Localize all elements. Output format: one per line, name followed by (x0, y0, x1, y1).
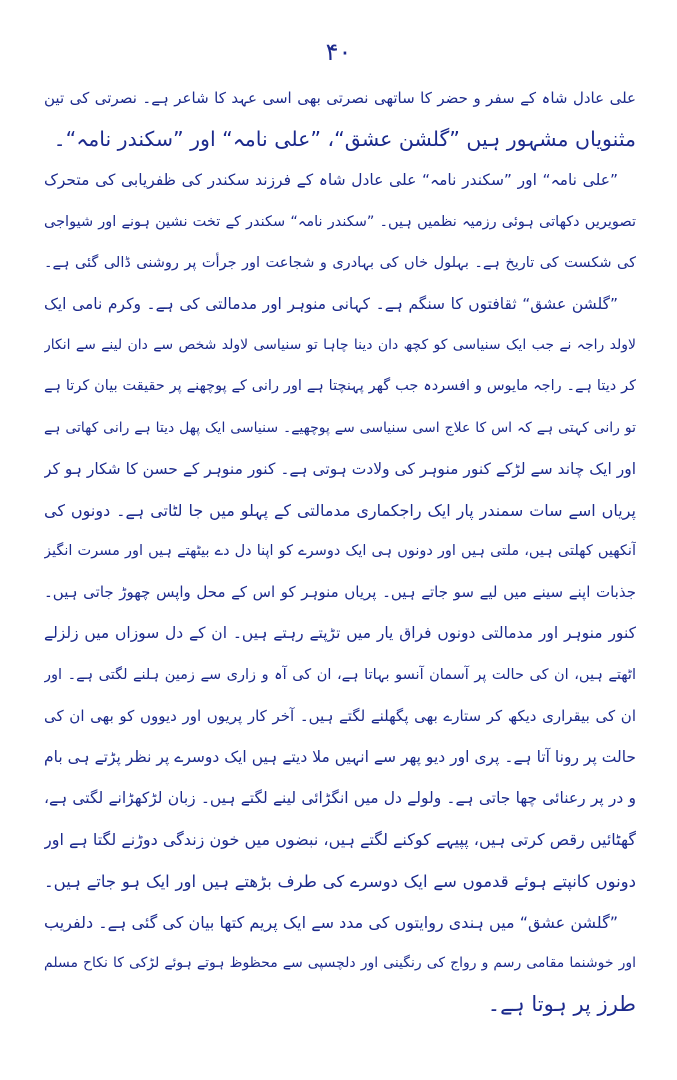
text-line: حالت پر رونا آتا ہے۔ پری اور دیو پھر سے انہیں ملا دیتے ہیں ایک دوسرے پر نظر پڑتے ہی بام (44, 748, 636, 766)
text-line: پریاں اسے سات سمندر پار ایک راجکماری مدمالتی کے پہلو میں جا لٹاتی ہے۔ دونوں کی (44, 500, 636, 520)
text-line: ”گلشن عشق“ ثقافتوں کا سنگم ہے۔ کہانی منوہر اور مدمالتی کی ہے۔ وکرم نامی ایک (44, 294, 618, 313)
text-line: تو رانی کہتی ہے کہ اس کا علاج اسی سنیاسی سے پوچھیے۔ سنیاسی ایک پھل دیتا ہے رانی کھاتی ہے (44, 419, 636, 436)
text-line: مثنویاں مشہور ہیں ”گلشن عشق“، ”علی نامہ“ اور ”سکندر نامہ“۔ (53, 127, 636, 152)
text-line: کنور منوہر اور مدمالتی دونوں فراق یار میں تڑپتے رہتے ہیں۔ ان کے دل سوزاں میں زلزلے (44, 624, 636, 643)
text-line: علی عادل شاہ کے سفر و حضر کا ساتھی نصرتی بھی اسی عہد کا شاعر ہے۔ نصرتی کی تین (44, 89, 636, 107)
body-text (44, 78, 636, 1025)
text-line: اٹھتے ہیں، ان کی حالت پر آسمان آنسو بہاتا ہے، ان کی آہ و زاری سے زمین ہلنے لگتی ہے۔ اور (44, 666, 636, 683)
text-line: تصویریں دکھاتی ہوئی رزمیہ نظمیں ہیں۔ ”سکندر نامہ“ سکندر کے تخت نشین ہونے اور شیواجی (44, 213, 636, 230)
text-line: طرز پر ہوتا ہے۔ (487, 992, 636, 1017)
page-number: ۴۰ (325, 38, 352, 66)
text-line: ان کی بیقراری دیکھ کر ستارے بھی پگھلنے لگتے ہیں۔ آخر کار پریوں اور دیووں کو بھی ان کی (44, 706, 636, 725)
text-line: لاولد راجہ نے جب ایک سنیاسی کو کچھ دان دینا چاہا تو سنیاسی لاولد شخص سے دان لینے سے انکار (44, 337, 636, 354)
text-line: ”علی نامہ“ اور ”سکندر نامہ“ علی عادل شاہ کے فرزند سکندر کی ظفریابی کی متحرک (44, 171, 618, 190)
text-line: کی شکست کی تاریخ ہے۔ بہلول خاں کی بہادری و شجاعت اور جرأت پر روشنی ڈالی گئی ہے۔ (44, 254, 636, 271)
text-line: گھٹائیں رقص کرتی ہیں، پپیہے کوکنے لگتے ہیں، نبضوں میں خون زندگی دوڑنے لگتا ہے اور (44, 830, 636, 850)
text-line: و در پر رعنائی چھا جاتی ہے۔ ولولے دل میں انگڑائی لینے لگتے ہیں۔ زبان لڑکھڑانے لگتی ہے، (44, 789, 636, 808)
text-line: دونوں کانپتے ہوئے قدموں سے ایک دوسرے کی طرف بڑھتے ہیں اور ایک ہو جاتے ہیں۔ (44, 871, 636, 891)
text-line: کر دیتا ہے۔ راجہ مایوس و افسردہ جب گھر پہنچتا ہے اور رانی کے پوچھنے پر حقیقت بیان کرتا ہے (44, 378, 636, 395)
text-line: اور خوشنما مقامی رسم و رواج کی رنگینی اور دلچسپی سے محظوظ ہوتے ہوئے لڑکی کا نکاح مسلم (44, 954, 636, 971)
text-line: جذبات اپنے سینے میں لیے سو جاتے ہیں۔ پریاں منوہر کو اس کے محل واپس چھوڑ جاتی ہیں۔ (44, 583, 636, 602)
text-line: ”گلشن عشق“ میں ہندی روایتوں کی مدد سے ایک پریم کتھا بیان کی گئی ہے۔ دلفریب (44, 912, 618, 932)
text-line: آنکھیں کھلتی ہیں، ملتی ہیں اور دونوں ہی ایک دوسرے کو اپنا دل دے بیٹھتے ہیں اور مسرت انگیز (44, 543, 636, 560)
text-line: اور ایک چاند سے لڑکے کنور منوہر کی ولادت ہوتی ہے۔ کنور منوہر کے حسن کا شکار ہو کر (44, 459, 636, 478)
